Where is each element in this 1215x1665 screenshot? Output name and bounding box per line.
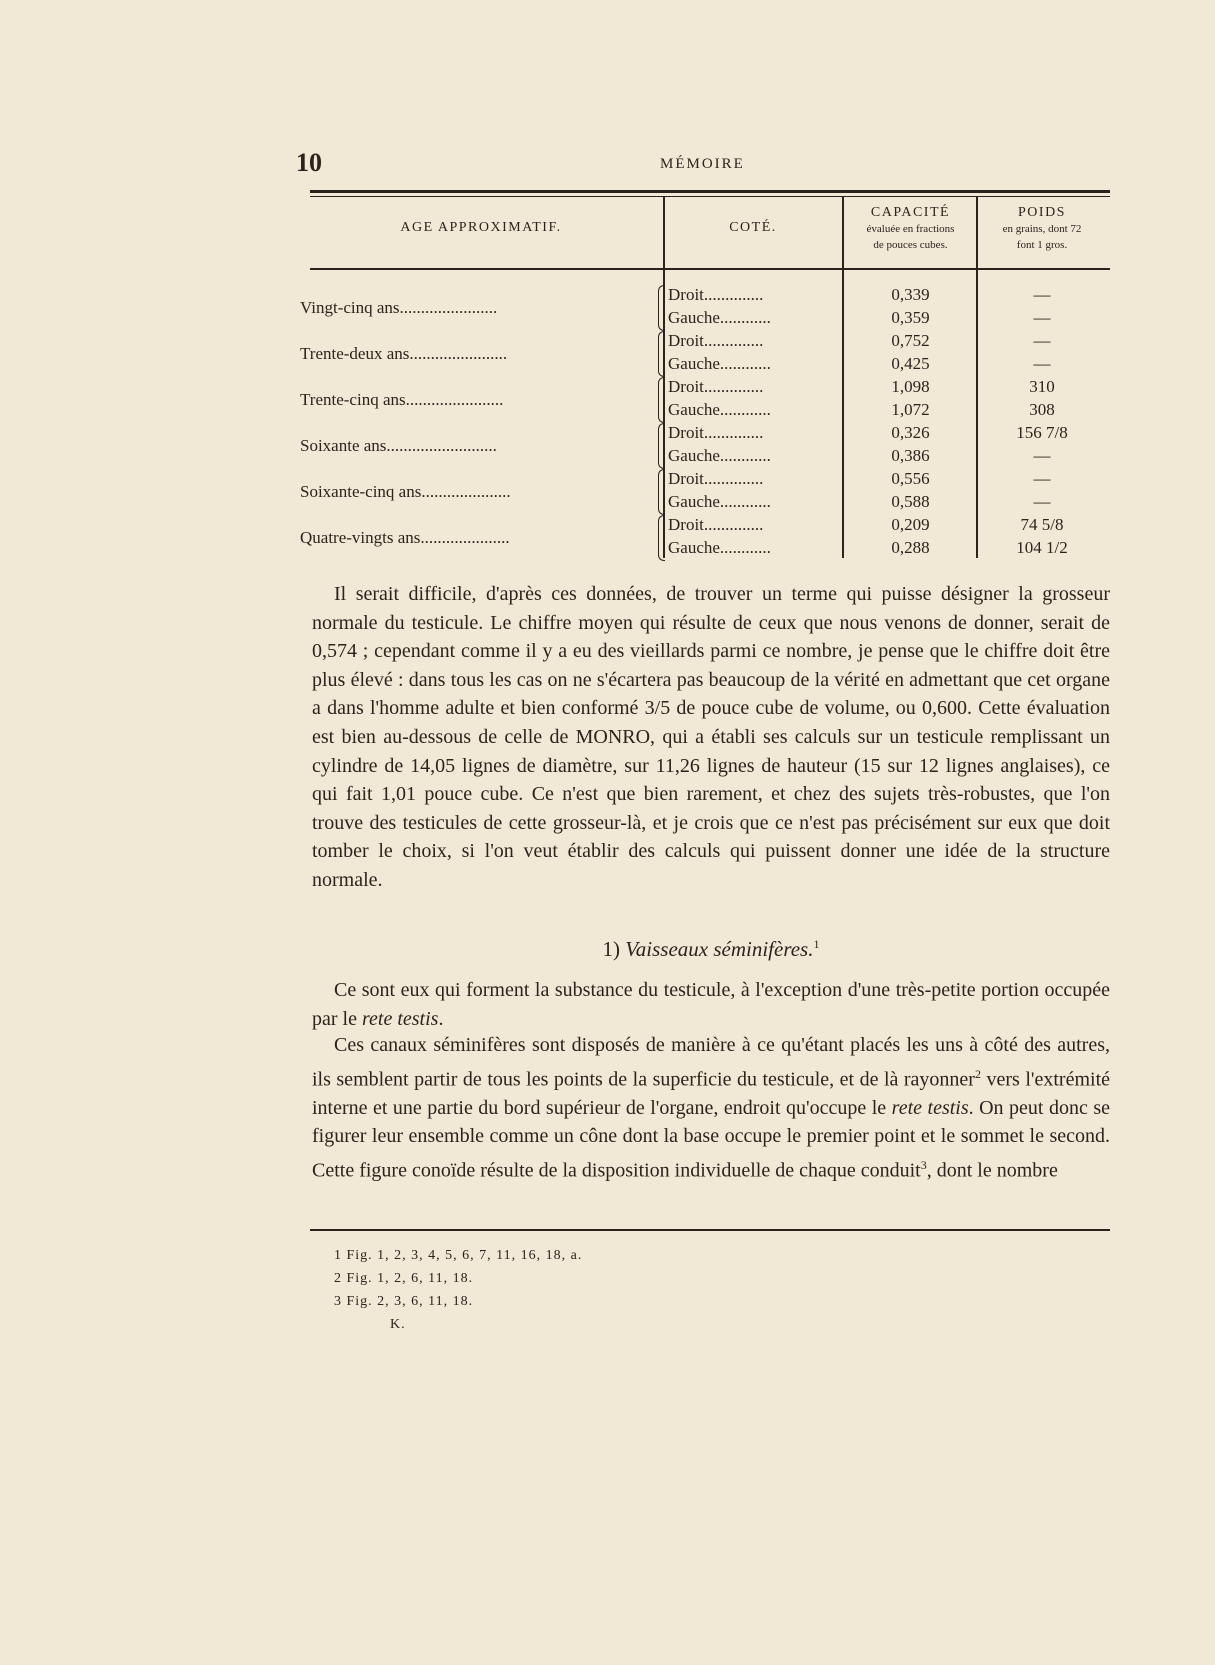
age-cell: Soixante-cinq ans..................... (300, 482, 511, 501)
capacity-left-cell: 0,425 (891, 354, 930, 373)
poids-title: POIDS (1018, 205, 1066, 220)
capacity-right-cell: 1,098 (891, 377, 930, 396)
brace (658, 515, 665, 561)
weight-left-cell: 104 1/2 (1016, 538, 1068, 557)
table-row (300, 423, 1120, 471)
poids-sub2: font 1 gros. (1016, 239, 1068, 251)
paragraph-3-text-c: . On peut donc se figurer leur ensemble comme un cône dont la base occupe le premier point et le sommet le second. Cette figure conoïde résulte de la disposition individuelle de chaque conduit (312, 1096, 1110, 1182)
capacity-right-cell: 0,326 (891, 423, 930, 442)
side-left-cell: Gauche............ (668, 446, 771, 465)
brace (658, 331, 665, 377)
weight-right-cell: — (1033, 285, 1051, 304)
side-right-cell: Droit.............. (668, 469, 764, 488)
footnote-ref-1: 1 (813, 937, 820, 951)
paragraph-3-text-a: Ces canaux séminifères sont disposés de manière à ce qu'étant placés les uns à côté des autres, ils semblent partir de tous les points de la superficie du testicule, et de là rayonner (312, 1034, 1110, 1091)
paragraph-1: Il serait difficile, d'après ces données, de trouver un terme qui puisse désigner la grosseur normale du testicule. Le chiffre moyen qui résulte de ceux que nous venons de donner, serait de 0,574 ; cependant comme il y a eu des vieillards parmi ce nombre, je pense que le chiffre doit être plus élevé : dans tous les cas on ne s'écartera pas beaucoup de la vérité en admettant que cet organe a dans l'homme adulte et bien conformé 3/5 de pouce cube de volume, ou 0,600. Cette évaluation est bien au-dessous de celle de MONRO, qui a établi ses calculs sur un testicule remplissant un cylindre de 14,05 lignes de diamètre, sur 11,26 lignes de hauteur (15 sur 12 lignes anglaises), ce qui fait 1,01 pouce cube. Ce n'est que bien rarement, et chez des sujets très-robustes, que l'on trouve des testicules de cette grosseur-là, et je crois que ce n'est pas précisément sur eux que doit tomber le choix, si l'on veut établir des calculs qui puissent donner une idée de la structure normale. (312, 583, 1110, 891)
weight-left-cell: — (1033, 492, 1051, 511)
signature-mark: K. (390, 1317, 406, 1332)
table-top-rule-thin (310, 196, 1110, 197)
weight-right-cell: — (1033, 331, 1051, 350)
capacity-right-cell: 0,752 (891, 331, 930, 350)
weight-right-cell: 74 5/8 (1020, 515, 1064, 534)
column-header-capacite (843, 205, 978, 253)
weight-right-cell: — (1033, 469, 1051, 488)
side-right-cell: Droit.............. (668, 377, 764, 396)
section-title: Vaisseaux séminifères. (625, 937, 814, 961)
age-cell: Trente-cinq ans....................... (300, 390, 504, 409)
age-cell: Quatre-vingts ans..................... (300, 528, 510, 547)
section-number: 1) (602, 937, 621, 961)
table-row (300, 285, 1120, 333)
weight-right-cell: 310 (1029, 377, 1055, 396)
weight-left-cell: — (1033, 354, 1051, 373)
paragraph-3-text-d: , dont le nombre (926, 1159, 1058, 1182)
capacity-right-cell: 0,556 (891, 469, 930, 488)
paragraph-3-text-b: vers l'extrémité interne et une partie du bord supérieur de l'organe, endroit qu'occupe le (312, 1068, 1110, 1119)
capacity-right-cell: 0,209 (891, 515, 930, 534)
running-title: MÉMOIRE (660, 156, 745, 172)
table-row (300, 377, 1120, 425)
footnote-rule (310, 1229, 1110, 1231)
capacity-left-cell: 1,072 (891, 400, 930, 419)
side-right-cell: Droit.............. (668, 331, 764, 350)
side-left-cell: Gauche............ (668, 400, 771, 419)
paragraph-2-text: Ce sont eux qui forment la substance du testicule, à l'exception d'une très-petite portion occupée par le (312, 979, 1110, 1030)
age-cell: Vingt-cinq ans....................... (300, 298, 498, 317)
brace (658, 423, 665, 469)
capacity-left-cell: 0,386 (891, 446, 930, 465)
brace (658, 377, 665, 423)
weight-left-cell: — (1033, 308, 1051, 327)
table-top-rule (310, 190, 1110, 193)
footnote-ref-2: 2 (974, 1066, 981, 1081)
page-number: 10 (296, 148, 322, 177)
capacite-title: CAPACITÉ (870, 205, 951, 220)
capacity-left-cell: 0,588 (891, 492, 930, 511)
side-left-cell: Gauche............ (668, 354, 771, 373)
weight-left-cell: 308 (1029, 400, 1055, 419)
footnote-1: 1 Fig. 1, 2, 3, 4, 5, 6, 7, 11, 16, 18, a. (334, 1248, 583, 1263)
brace (658, 469, 665, 515)
side-left-cell: Gauche............ (668, 492, 771, 511)
column-header-poids (978, 205, 1106, 253)
footnote-2: 2 Fig. 1, 2, 6, 11, 18. (334, 1271, 474, 1286)
table-row (300, 469, 1120, 517)
capacite-sub1: évaluée en fractions (866, 223, 955, 235)
side-left-cell: Gauche............ (668, 308, 771, 327)
capacity-right-cell: 0,339 (891, 285, 930, 304)
weight-left-cell: — (1033, 446, 1051, 465)
brace (658, 285, 665, 331)
age-cell: Soixante ans.......................... (300, 436, 497, 455)
paragraph-2-end: . (438, 1007, 444, 1030)
poids-sub1: en grains, dont 72 (1002, 223, 1082, 235)
side-right-cell: Droit.............. (668, 423, 764, 442)
paragraph-3-emphasis: rete testis (891, 1096, 969, 1119)
side-right-cell: Droit.............. (668, 515, 764, 534)
column-header-age: AGE APPROXIMATIF. (400, 220, 562, 235)
weight-right-cell: 156 7/8 (1016, 423, 1068, 442)
section-heading (312, 937, 1110, 962)
paragraph-2-emphasis: rete testis (361, 1007, 439, 1030)
table-row (300, 515, 1120, 563)
side-right-cell: Droit.............. (668, 285, 764, 304)
paragraph-3 (312, 1031, 1110, 1185)
footnote-ref-3: 3 (920, 1158, 927, 1173)
capacity-left-cell: 0,359 (891, 308, 930, 327)
column-header-cote: COTÉ. (729, 220, 777, 235)
age-cell: Trente-deux ans....................... (300, 344, 508, 363)
capacity-left-cell: 0,288 (891, 538, 930, 557)
footnote-3: 3 Fig. 2, 3, 6, 11, 18. (334, 1294, 474, 1309)
table-header-rule (310, 268, 1110, 270)
side-left-cell: Gauche............ (668, 538, 771, 557)
paragraph-2 (312, 976, 1110, 1033)
capacite-sub2: de pouces cubes. (873, 239, 948, 251)
table-row (300, 331, 1120, 379)
